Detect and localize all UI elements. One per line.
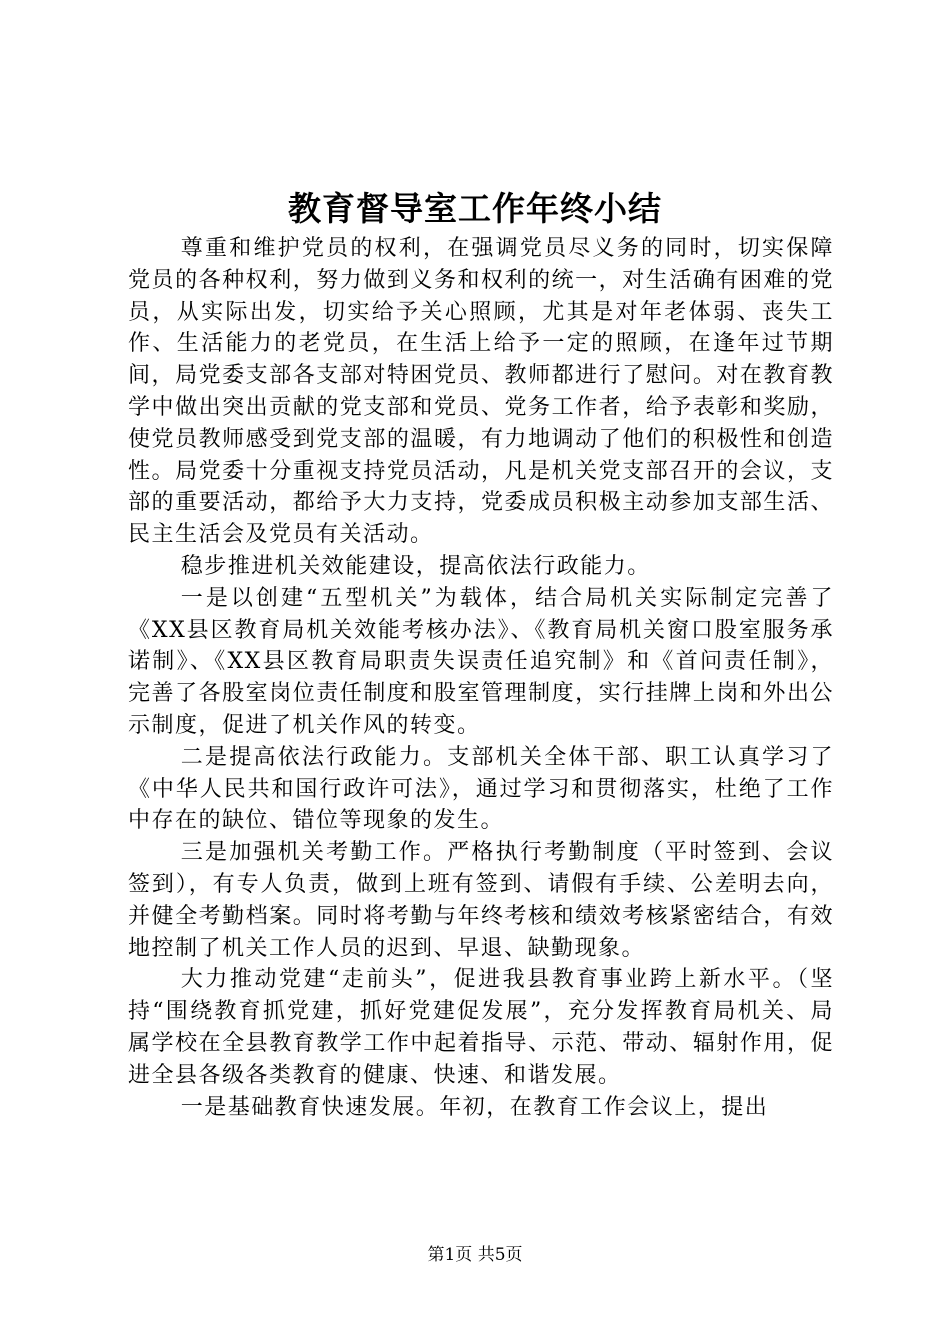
paragraph: 一是以创建“五型机关”为载体，结合局机关实际制定完善了《XX县区教育局机关效能考核办法》、《教育局机关窗口股室服务承诺制》、《XX县区教育局职责失误责任追究制》和《首问责任制》，完善了各股室岗位责任制度和股室管理制度，实行挂牌上岗和外出公示制度，促进了机关作风的转变。 bbox=[128, 585, 834, 738]
paragraph: 稳步推进机关效能建设，提高依法行政能力。 bbox=[180, 553, 651, 579]
paragraph: 一是基础教育快速发展。年初，在教育工作会议上，提出 bbox=[180, 1094, 769, 1120]
paragraph: 大力推动党建“走前头”，促进我县教育事业跨上新水平。（坚持“围绕教育抓党建，抓好党建促发展”，充分发挥教育局机关、局属学校在全县教育教学工作中起着指导、示范、带动、辐射作用，促进全县各级各类教育的健康、快速、和谐发展。 bbox=[128, 967, 834, 1088]
paragraph: 二是提高依法行政能力。支部机关全体干部、职工认真学习了《中华人民共和国行政许可法》，通过学习和贯彻落实，杜绝了工作中存在的缺位、错位等现象的发生。 bbox=[128, 744, 834, 834]
paragraph: 三是加强机关考勤工作。严格执行考勤制度（平时签到、会议签到），有专人负责，做到上班有签到、请假有手续、公差明去向，并健全考勤档案。同时将考勤与年终考核和绩效考核紧密结合，有效地控制了机关工作人员的迟到、早退、缺勤现象。 bbox=[128, 840, 834, 961]
page-number-footer: 第1页 共5页 bbox=[427, 1245, 523, 1265]
document-title: 教育督导室工作年终小结 bbox=[288, 189, 662, 228]
document-body bbox=[128, 233, 834, 1123]
paragraph: 尊重和维护党员的权利，在强调党员尽义务的同时，切实保障党员的各种权利，努力做到义务和权利的统一，对生活确有困难的党员，从实际出发，切实给予关心照顾，尤其是对年老体弱、丧失工作、生活能力的老党员，在生活上给予一定的照顾，在逢年过节期间，局党委支部各支部对特困党员、教师都进行了慰问。对在教育教学中做出突出贡献的党支部和党员、党务工作者，给予表彰和奖励，使党员教师感受到党支部的温暖，有力地调动了他们的积极性和创造性。局党委十分重视支持党员活动，凡是机关党支部召开的会议，支部的重要活动，都给予大力支持，党委成员积极主动参加支部生活、民主生活会及党员有关活动。 bbox=[128, 236, 834, 548]
